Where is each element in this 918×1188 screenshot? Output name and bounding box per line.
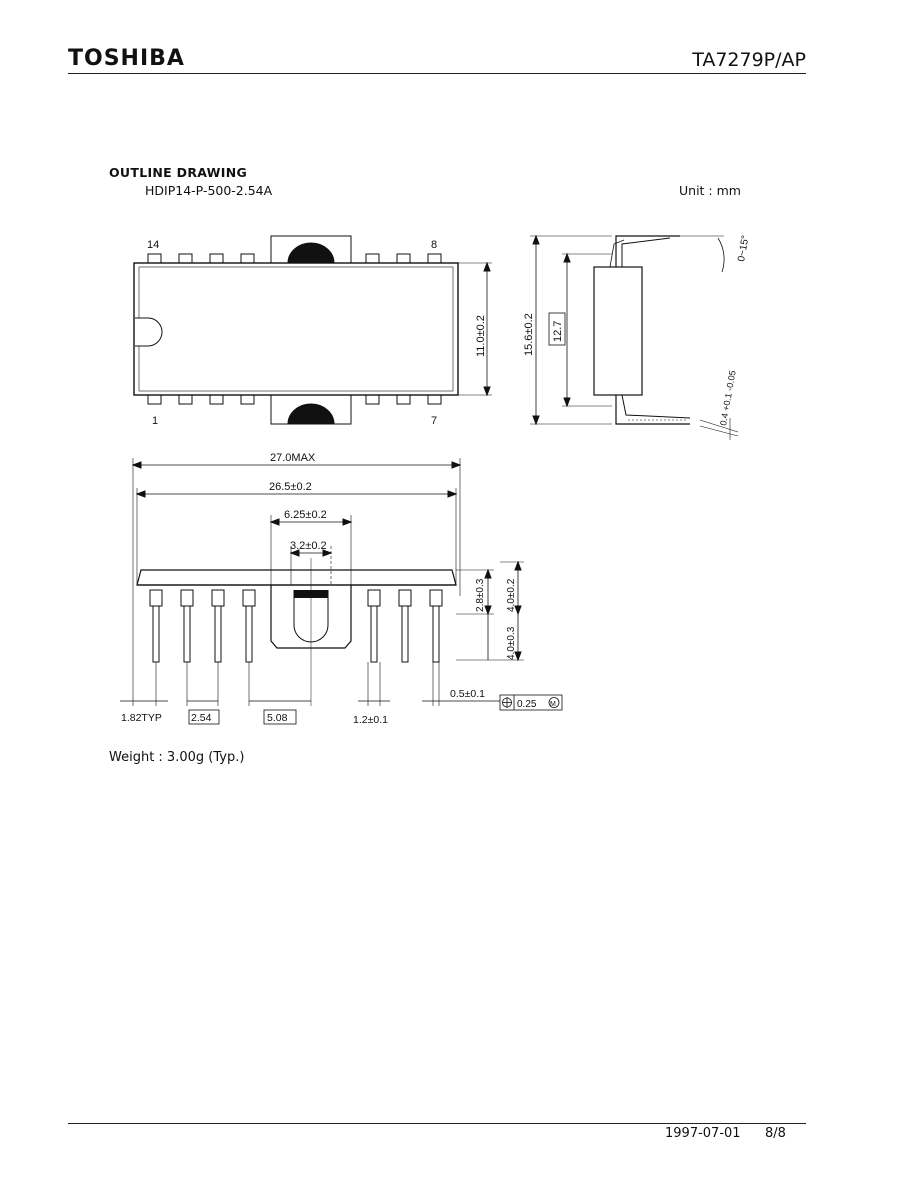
footer-date: 1997-07-01 — [665, 1126, 741, 1141]
fin-width-label: 6.25±0.2 — [284, 509, 327, 521]
max-length-label: 27.0MAX — [270, 452, 316, 464]
tolerance-label: 0.25 — [517, 699, 537, 710]
body-length-label: 26.5±0.2 — [269, 481, 312, 493]
box-dim-label: 12.7 — [552, 320, 564, 342]
angle-dim-label: 0~15° — [736, 234, 752, 263]
top-view — [134, 236, 492, 424]
dim-0-5-label: 0.5±0.1 — [450, 688, 485, 700]
pin-8-label: 8 — [431, 239, 438, 251]
section-title: OUTLINE DRAWING — [109, 165, 248, 180]
unit-label: Unit : mm — [679, 183, 741, 198]
dim-5-08-label: 5.08 — [267, 712, 288, 724]
dim-4-0b-label: 4.0±0.3 — [506, 626, 517, 660]
front-view — [120, 458, 562, 724]
dim-4-0a-label: 4.0±0.2 — [506, 578, 517, 612]
width-dim-label: 11.0±0.2 — [475, 315, 487, 357]
weight-note: Weight : 3.00g (Typ.) — [109, 750, 245, 765]
pin-14-label: 14 — [147, 239, 160, 251]
footer-rule — [68, 1123, 806, 1124]
height-dim-label: 15.6±0.2 — [523, 313, 535, 356]
package-code: HDIP14-P-500-2.54A — [145, 183, 273, 198]
brand-logo: TOSHIBA — [68, 46, 185, 71]
pitch-label: 2.54 — [191, 712, 212, 724]
fin-hole-label: 3.2±0.2 — [290, 540, 327, 552]
tolerance-modifier: M — [550, 701, 556, 708]
part-number: TA7279P/AP — [692, 49, 806, 71]
dim-1-2-label: 1.2±0.1 — [353, 714, 388, 726]
pin-1-label: 1 — [152, 415, 159, 427]
dim-1-82-label: 1.82TYP — [121, 712, 162, 724]
footer-page-number: 8/8 — [765, 1126, 786, 1141]
lead-thickness-label: 0.4 +0.1 -0.05 — [718, 369, 738, 427]
pin-7-label: 7 — [431, 415, 438, 427]
dim-2-8-label: 2.8±0.3 — [475, 578, 486, 612]
